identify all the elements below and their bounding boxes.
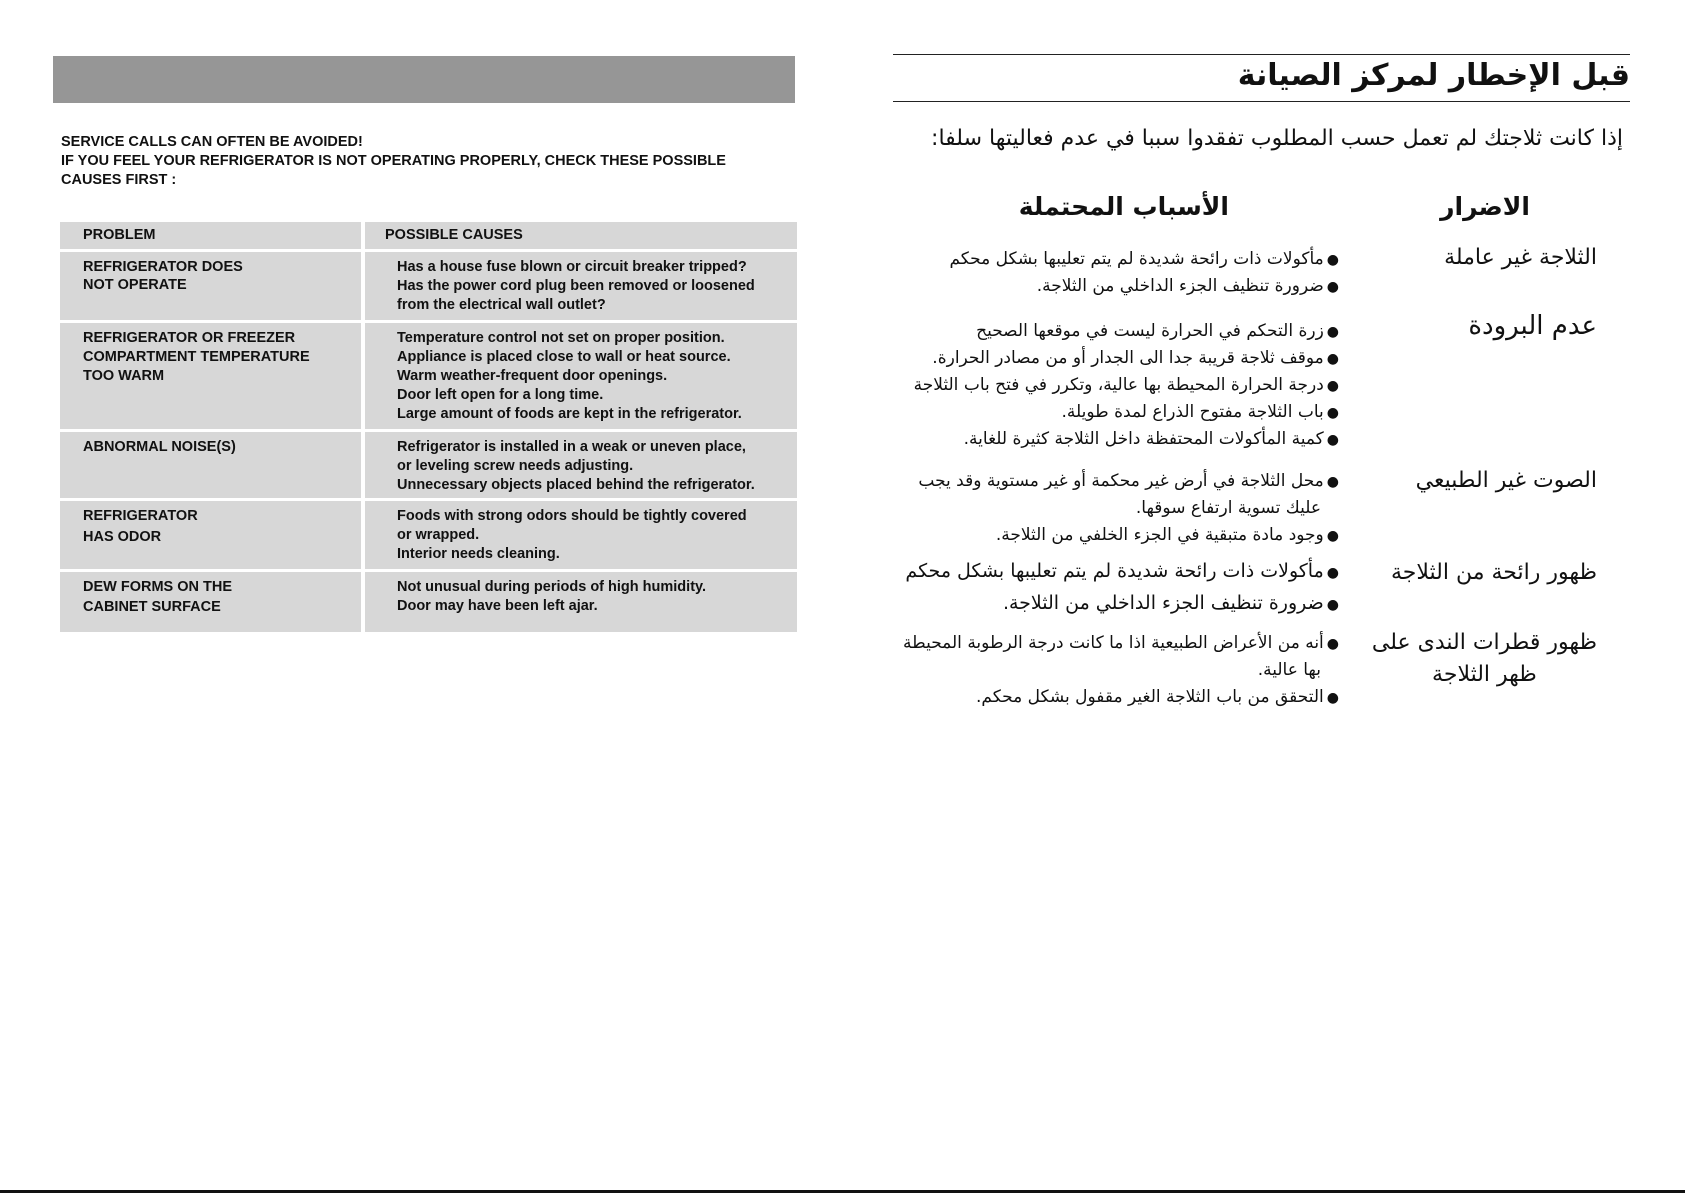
title-rule-top bbox=[893, 54, 1630, 55]
arabic-problem-line: ظهور قطرات الندى على bbox=[1371, 630, 1597, 655]
intro-line: SERVICE CALLS CAN OFTEN BE AVOIDED! bbox=[61, 134, 363, 150]
arabic-problem bbox=[1372, 627, 1597, 691]
arabic-problem-line: الصوت غير الطبيعي bbox=[1415, 468, 1597, 493]
arabic-causes bbox=[914, 318, 1339, 453]
arabic-cause-line: ● موقف ثلاجة قريبة جدا الى الجدار أو من مصادر الحرارة. bbox=[914, 345, 1339, 372]
arabic-problem bbox=[1416, 465, 1597, 497]
header-cell-causes bbox=[365, 222, 797, 249]
problem-line: HAS ODOR bbox=[83, 529, 162, 545]
arabic-cause-line: ● درجة الحرارة المحيطة بها عالية، وتكرر في فتح باب الثلاجة bbox=[914, 372, 1339, 399]
header-cell-problem bbox=[60, 222, 361, 249]
header-problem: PROBLEM bbox=[83, 227, 156, 243]
problem-line: NOT OPERATE bbox=[83, 277, 187, 293]
arabic-cause-line: ● أنه من الأعراض الطبيعية اذا ما كانت درجة الرطوبة المحيطة bbox=[903, 630, 1339, 657]
cause-line: Not unusual during periods of high humidity. bbox=[397, 579, 707, 595]
cause-line: or leveling screw needs adjusting. bbox=[397, 458, 634, 474]
arabic-cause-line: ● ضرورة تنظيف الجزء الداخلي من الثلاجة. bbox=[949, 273, 1339, 300]
causes-cell bbox=[365, 323, 797, 429]
header-causes: POSSIBLE CAUSES bbox=[385, 227, 523, 243]
arabic-problem-line: عدم البرودة bbox=[1468, 311, 1597, 341]
cause-line: from the electrical wall outlet? bbox=[397, 297, 606, 313]
cause-line: Has the power cord plug been removed or loosened bbox=[397, 278, 755, 294]
arabic-cause-line: ● التحقق من باب الثلاجة الغير مقفول بشكل محكم. bbox=[903, 684, 1339, 711]
arabic-cause-line: ● باب الثلاجة مفتوح الذراع لمدة طويلة. bbox=[914, 399, 1339, 426]
cause-line: Temperature control not set on proper position. bbox=[397, 330, 725, 346]
problem-line: REFRIGERATOR DOES bbox=[83, 259, 243, 275]
problem-cell bbox=[60, 432, 361, 498]
problem-line: REFRIGERATOR bbox=[83, 508, 198, 524]
table-row bbox=[60, 572, 797, 632]
table-row bbox=[60, 501, 797, 569]
arabic-header-problem: الاضرار bbox=[1440, 192, 1530, 221]
cause-line: Warm weather-frequent door openings. bbox=[397, 368, 668, 384]
problem-line: CABINET SURFACE bbox=[83, 599, 221, 615]
arabic-header-causes: الأسباب المحتملة bbox=[1018, 192, 1229, 221]
arabic-causes bbox=[903, 630, 1339, 711]
intro-line: CAUSES FIRST : bbox=[61, 172, 177, 188]
causes-cell bbox=[365, 252, 797, 320]
table-row bbox=[60, 252, 797, 320]
arabic-cause-line: ● مأكولات ذات رائحة شديدة لم يتم تعليبها بشكل محكم bbox=[905, 556, 1339, 588]
intro-line: IF YOU FEEL YOUR REFRIGERATOR IS NOT OPERATING PROPERLY, CHECK THESE POSSIBLE bbox=[61, 153, 726, 169]
cause-line: Has a house fuse blown or circuit breaker tripped? bbox=[397, 259, 747, 275]
problem-cell bbox=[60, 252, 361, 320]
intro-text bbox=[61, 133, 791, 190]
cause-line: Appliance is placed close to wall or heat source. bbox=[397, 349, 731, 365]
arabic-problem bbox=[1444, 242, 1597, 274]
problem-line: REFRIGERATOR OR FREEZER bbox=[83, 330, 296, 346]
arabic-causes bbox=[905, 556, 1339, 620]
causes-cell bbox=[365, 432, 797, 498]
cause-line: Interior needs cleaning. bbox=[397, 546, 560, 562]
arabic-cause-line: ● ضرورة تنظيف الجزء الداخلي من الثلاجة. bbox=[905, 588, 1339, 620]
arabic-cause-line: ● كمية المأكولات المحتفظة داخل الثلاجة كثيرة للغاية. bbox=[914, 426, 1339, 453]
problem-line: ABNORMAL NOISE(S) bbox=[83, 439, 236, 455]
table-header-row bbox=[60, 222, 797, 249]
problem-line: TOO WARM bbox=[83, 368, 165, 384]
arabic-cause-line: ● زرة التحكم في الحرارة ليست في موقعها الصحيح bbox=[914, 318, 1339, 345]
arabic-problem-line: ظهور رائحة من الثلاجة bbox=[1391, 560, 1597, 585]
problem-cell bbox=[60, 323, 361, 429]
cause-line: Door left open for a long time. bbox=[397, 387, 604, 403]
problem-cell bbox=[60, 501, 361, 569]
arabic-causes bbox=[949, 246, 1339, 300]
cause-line: Unnecessary objects placed behind the refrigerator. bbox=[397, 477, 755, 493]
problem-line: COMPARTMENT TEMPERATURE bbox=[83, 349, 310, 365]
problem-cell bbox=[60, 572, 361, 632]
problem-line: DEW FORMS ON THE bbox=[83, 579, 233, 595]
arabic-problem bbox=[1391, 557, 1597, 589]
cause-line: Refrigerator is installed in a weak or uneven place, bbox=[397, 439, 746, 455]
arabic-problem bbox=[1468, 310, 1597, 342]
arabic-cause-line: بها عالية. bbox=[1257, 660, 1321, 680]
arabic-causes bbox=[918, 468, 1339, 549]
cause-line: Foods with strong odors should be tightly covered bbox=[397, 508, 747, 524]
cause-line: Door may have been left ajar. bbox=[397, 598, 598, 614]
arabic-cause-line: ● محل الثلاجة في أرض غير محكمة أو غير مستوية وقد يجب bbox=[918, 468, 1339, 495]
arabic-cause-line: ● وجود مادة متبقية في الجزء الخلفي من الثلاجة. bbox=[918, 522, 1339, 549]
arabic-intro: إذا كانت ثلاجتك لم تعمل حسب المطلوب تفقدوا سببا في عدم فعاليتها سلفا: bbox=[931, 126, 1623, 151]
section-header-band bbox=[53, 56, 795, 103]
arabic-cause-line: عليك تسوية ارتفاع سوقها. bbox=[1135, 498, 1321, 518]
arabic-cause-line: ● مأكولات ذات رائحة شديدة لم يتم تعليبها بشكل محكم bbox=[949, 246, 1339, 273]
troubleshooting-table bbox=[60, 222, 797, 632]
title-rule-bottom bbox=[893, 101, 1630, 102]
causes-cell bbox=[365, 501, 797, 569]
cause-line: Large amount of foods are kept in the refrigerator. bbox=[397, 406, 742, 422]
causes-cell bbox=[365, 572, 797, 632]
arabic-title: قبل الإخطار لمركز الصيانة bbox=[1237, 58, 1630, 93]
table-row bbox=[60, 323, 797, 429]
arabic-problem-line: الثلاجة غير عاملة bbox=[1444, 245, 1597, 270]
cause-line: or wrapped. bbox=[397, 527, 480, 543]
arabic-problem-line: ظهر الثلاجة bbox=[1432, 662, 1537, 687]
table-row bbox=[60, 432, 797, 498]
